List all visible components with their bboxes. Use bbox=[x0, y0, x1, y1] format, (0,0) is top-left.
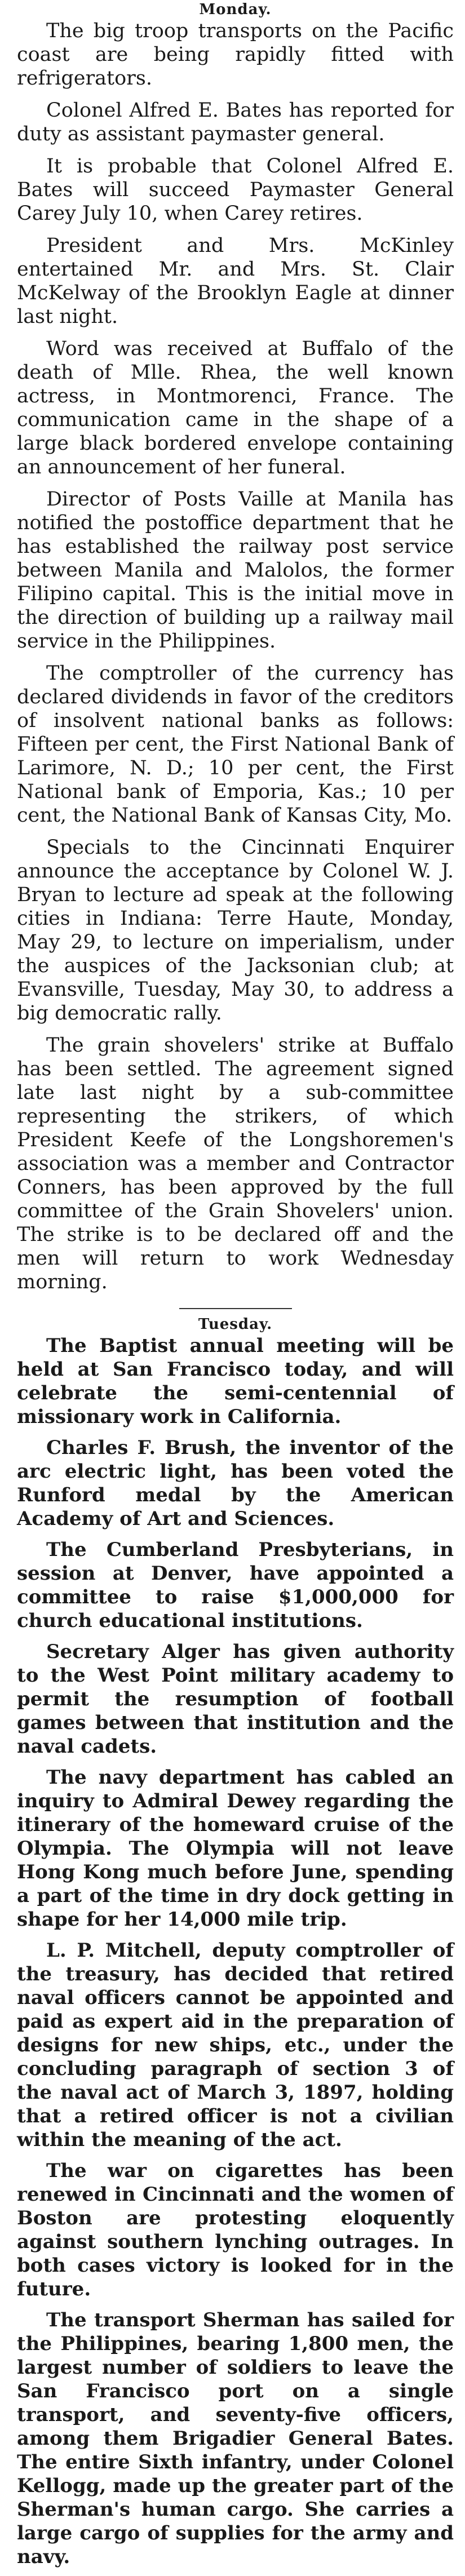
news-item: The Baptist annual meeting will be held at San Francisco today, and will celebrate the semi-centennial of missionary work in California. bbox=[17, 1334, 454, 1428]
news-item: Specials to the Cincinnati Enquirer announce the acceptance by Colonel W. J. Bryan to lecture ad speak at the following cities in Indiana: Terre Haute, Monday, May 29, to lecture on imperialism, under the auspices of the Jacksonian club; at Evansville, Tuesday, May 30, to address a big democratic rally. bbox=[17, 836, 454, 1025]
news-item: The navy department has cabled an inquiry to Admiral Dewey regarding the itinerary of the homeward cruise of the Olympia. The Olympia will not leave Hong Kong much before June, spending a part of the time in dry dock getting in shape for her 14,000 mile trip. bbox=[17, 1766, 454, 1931]
news-item: The grain shovelers' strike at Buffalo has been settled. The agreement signed late last night by a sub-committee representing the strikers, of which President Keefe of the Longshoremen's association was a member and Contractor Conners, has been approved by the full committee of the Grain Shovelers' union. The strike is to be declared off and the men will return to work Wednesday morning. bbox=[17, 1034, 454, 1293]
news-item: President and Mrs. McKinley entertained Mr. and Mrs. St. Clair McKelway of the Brooklyn Eagle at dinner last night. bbox=[17, 234, 454, 328]
news-item: The transport Sherman has sailed for the Philippines, bearing 1,800 men, the largest number of soldiers to leave the San Francisco port on a single transport, and seventy-five officers, among them Brigadier General Bates. The entire Sixth infantry, under Colonel Kellogg, made up the greater part of the Sherman's human cargo. She carries a large cargo of supplies for the army and navy. bbox=[17, 2309, 454, 2568]
news-item: Word was received at Buffalo of the death of Mlle. Rhea, the well known actress, in Montmorenci, France. The communication came in the shape of a large black bordered envelope containing an announcement of her funeral. bbox=[17, 338, 454, 478]
day-heading: Tuesday. bbox=[198, 1316, 273, 1333]
news-item: The Cumberland Presbyterians, in session at Denver, have appointed a committee to raise $1,000,000 for church educational institutions. bbox=[17, 1538, 454, 1632]
news-item: Director of Posts Vaille at Manila has notified the postoffice department that he has established the railway post service between Manila and Malolos, the former Filipino capital. This is the initial move in the direction of building up a railway mail service in the Philippines. bbox=[17, 488, 454, 653]
news-item: Colonel Alfred E. Bates has reported for duty as assistant paymaster general. bbox=[17, 99, 454, 145]
news-item: The big troop transports on the Pacific coast are being rapidly fitted with refrigerators. bbox=[17, 20, 454, 90]
news-item: Charles F. Brush, the inventor of the arc electric light, has been voted the Runford medal by the American Academy of Art and Sciences. bbox=[17, 1436, 454, 1530]
monday-section bbox=[17, 0, 454, 1302]
news-item: It is probable that Colonel Alfred E. Bates will succeed Paymaster General Carey July 10, when Carey retires. bbox=[17, 155, 454, 225]
news-item: L. P. Mitchell, deputy comptroller of the treasury, has decided that retired naval officers cannot be appointed and paid as expert aid in the preparation of designs for new ships, etc., under the concluding paragraph of section 3 of the naval act of March 3, 1897, holding that a retired officer is not a civilian within the meaning of the act. bbox=[17, 1939, 454, 2151]
news-item: The comptroller of the currency has declared dividends in favor of the creditors of insolvent national banks as follows: Fifteen per cent, the First National Bank of Larimore, N. D.; 10 per cent, the First National bank of Emporia, Kas.; 10 per cent, the National Bank of Kansas City, Mo. bbox=[17, 662, 454, 827]
section-divider bbox=[179, 1308, 292, 1309]
news-item: Secretary Alger has given authority to the West Point military academy to permit the resumption of football games between that institution and the naval cadets. bbox=[17, 1641, 454, 1758]
day-heading: Monday. bbox=[199, 1, 272, 18]
news-item: The war on cigarettes has been renewed in Cincinnati and the women of Boston are protesting eloquently against southern lynching outrages. In both cases victory is looked for in the future. bbox=[17, 2160, 454, 2300]
tuesday-section bbox=[17, 1315, 454, 2576]
